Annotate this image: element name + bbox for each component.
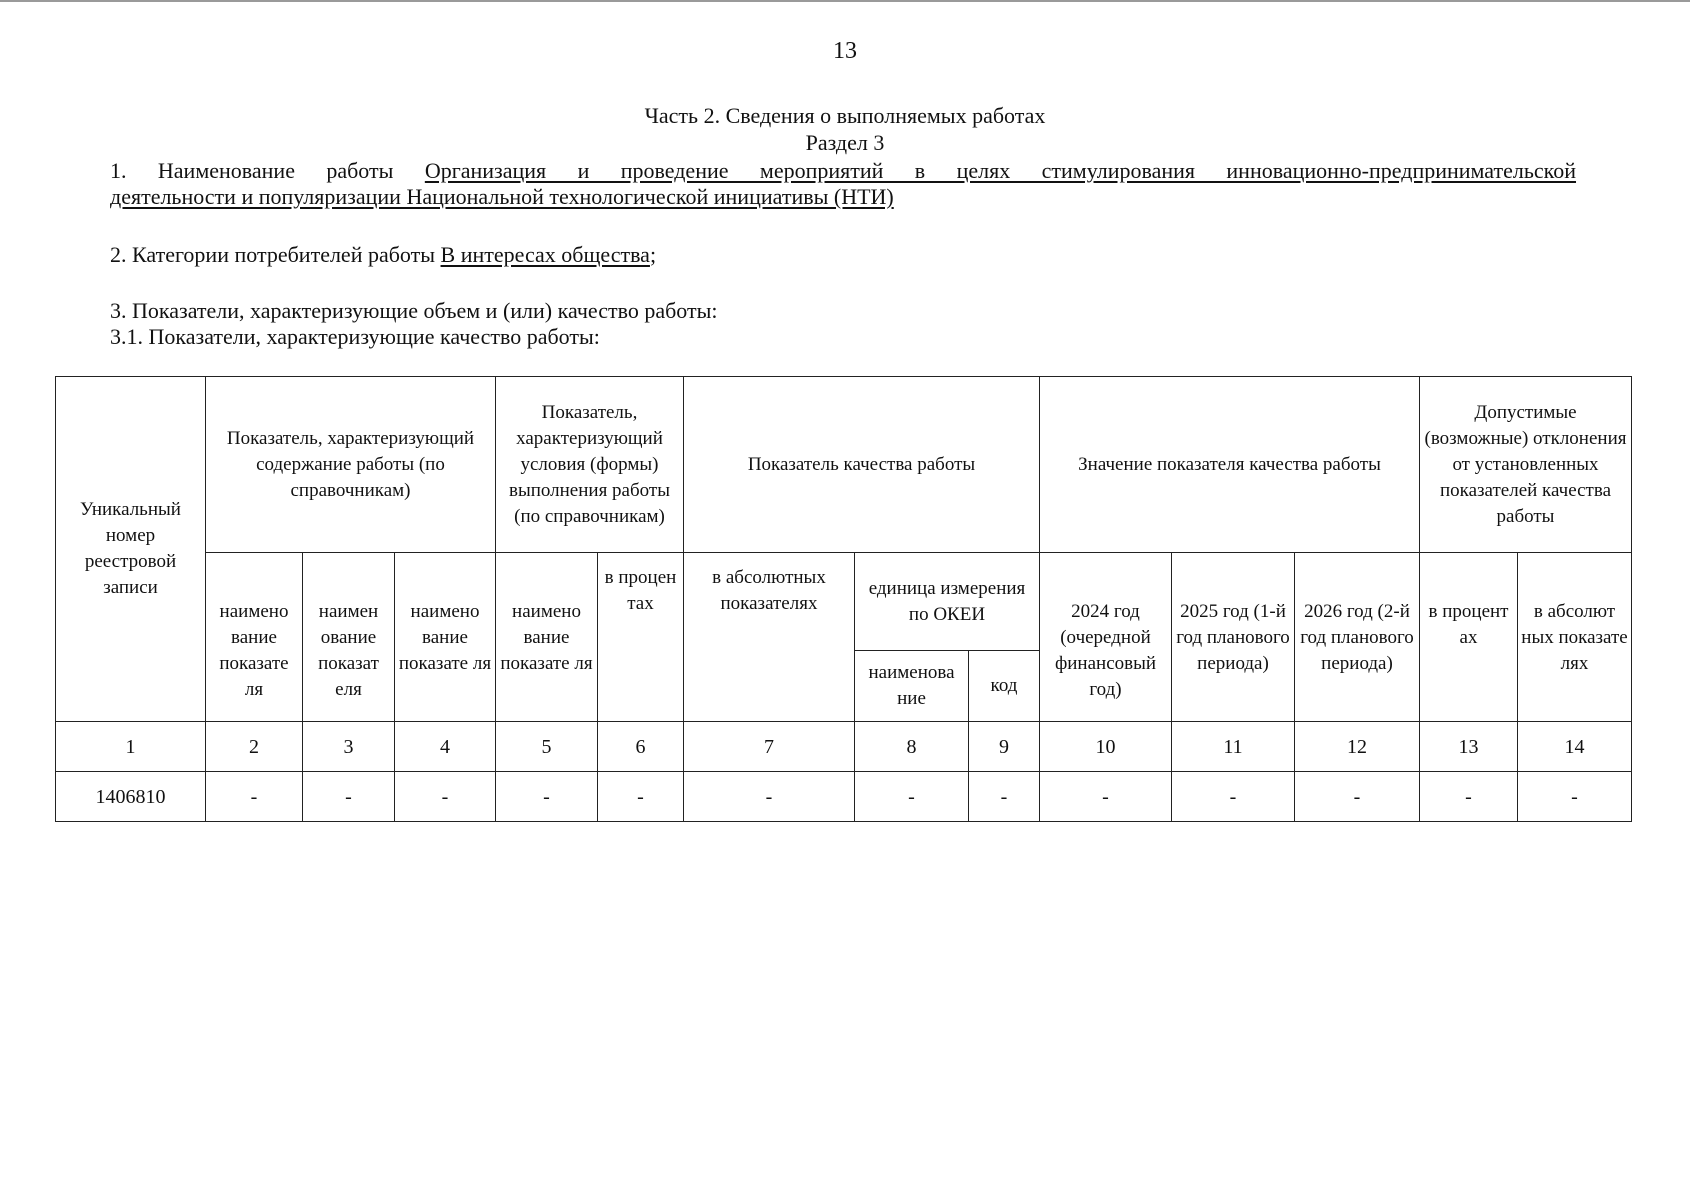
column-number: 2 xyxy=(206,722,303,772)
column-numbers-row xyxy=(56,722,1632,772)
header-deviation-percent: в процент ах xyxy=(1420,553,1518,722)
table-cell: - xyxy=(496,772,598,822)
header-name-4: наимено вание показате ля xyxy=(496,553,598,722)
header-okei-name: наименова ние xyxy=(855,651,969,722)
registry-number-cell: 1406810 xyxy=(56,772,206,822)
table-cell: - xyxy=(598,772,684,822)
header-okei-code: код xyxy=(969,651,1040,722)
column-number: 14 xyxy=(1518,722,1632,772)
quality-indicators-table xyxy=(55,376,1632,822)
column-number: 13 xyxy=(1420,722,1518,772)
table-cell: - xyxy=(855,772,969,822)
header-quality-value: Значение показателя качества работы xyxy=(1040,377,1420,553)
work-name-value: Организация и проведение мероприятий в целях стимулирования инновационно-предпринимательской xyxy=(424,158,1577,183)
table-cell: - xyxy=(303,772,395,822)
header-deviation: Допустимые (возможные) отклонения от установленных показателей качества работы xyxy=(1420,377,1632,553)
header-quality-indicator: Показатель качества работы xyxy=(684,377,1040,553)
page-number: 13 xyxy=(833,38,857,64)
column-number: 4 xyxy=(395,722,496,772)
column-number: 7 xyxy=(684,722,855,772)
part-heading: Часть 2. Сведения о выполняемых работах xyxy=(644,103,1046,128)
work-name-value-cont: деятельности и популяризации Национальной технологической инициативы (НТИ) xyxy=(110,184,894,209)
scan-edge-line xyxy=(0,0,1690,2)
table-cell: - xyxy=(1172,772,1295,822)
indicators-title: 3. Показатели, характеризующие объем и (или) качество работы: xyxy=(110,298,718,323)
header-okei-unit: единица измерения по ОКЕИ xyxy=(855,553,1040,651)
table-cell: - xyxy=(1040,772,1172,822)
header-year-2026: 2026 год (2-й год планового периода) xyxy=(1295,553,1420,722)
column-number: 6 xyxy=(598,722,684,772)
section-heading: Раздел 3 xyxy=(805,130,885,155)
table-cell: - xyxy=(206,772,303,822)
consumers-label: 2. Категории потребителей работы xyxy=(110,242,436,267)
column-number: 10 xyxy=(1040,722,1172,772)
header-conditions-indicator: Показатель, характеризующий условия (формы) выполнения работы (по справочникам) xyxy=(496,377,684,553)
column-number: 12 xyxy=(1295,722,1420,772)
table-cell: - xyxy=(969,772,1040,822)
quality-indicators-title: 3.1. Показатели, характеризующие качество работы: xyxy=(110,324,600,349)
consumers-suffix: ; xyxy=(649,242,657,267)
header-registry: Уникальный номер реестровой записи xyxy=(56,377,206,722)
consumers-value: В интересах общества xyxy=(440,242,650,267)
column-number: 3 xyxy=(303,722,395,772)
header-absolute: в абсолютных показателях xyxy=(684,553,855,722)
header-name-3: наимено вание показате ля xyxy=(395,553,496,722)
header-year-2025: 2025 год (1-й год планового периода) xyxy=(1172,553,1295,722)
table-row xyxy=(56,772,1632,822)
table-cell: - xyxy=(684,772,855,822)
header-name-2: наимен ование показат еля xyxy=(303,553,395,722)
column-number: 5 xyxy=(496,722,598,772)
work-name-line xyxy=(110,158,1576,184)
table-cell: - xyxy=(395,772,496,822)
column-number: 1 xyxy=(56,722,206,772)
column-number: 11 xyxy=(1172,722,1295,772)
header-year-2024: 2024 год (очередной финансовый год) xyxy=(1040,553,1172,722)
header-percent: в процен тах xyxy=(598,553,684,722)
header-content-indicator: Показатель, характеризующий содержание работы (по справочникам) xyxy=(206,377,496,553)
work-name-label: 1. Наименование работы xyxy=(110,158,394,183)
table-cell: - xyxy=(1295,772,1420,822)
column-number: 9 xyxy=(969,722,1040,772)
column-number: 8 xyxy=(855,722,969,772)
table-cell: - xyxy=(1518,772,1632,822)
header-name-1: наимено вание показате ля xyxy=(206,553,303,722)
table-cell: - xyxy=(1420,772,1518,822)
header-deviation-absolute: в абсолют ных показате лях xyxy=(1518,553,1632,722)
consumers-line xyxy=(110,242,656,268)
